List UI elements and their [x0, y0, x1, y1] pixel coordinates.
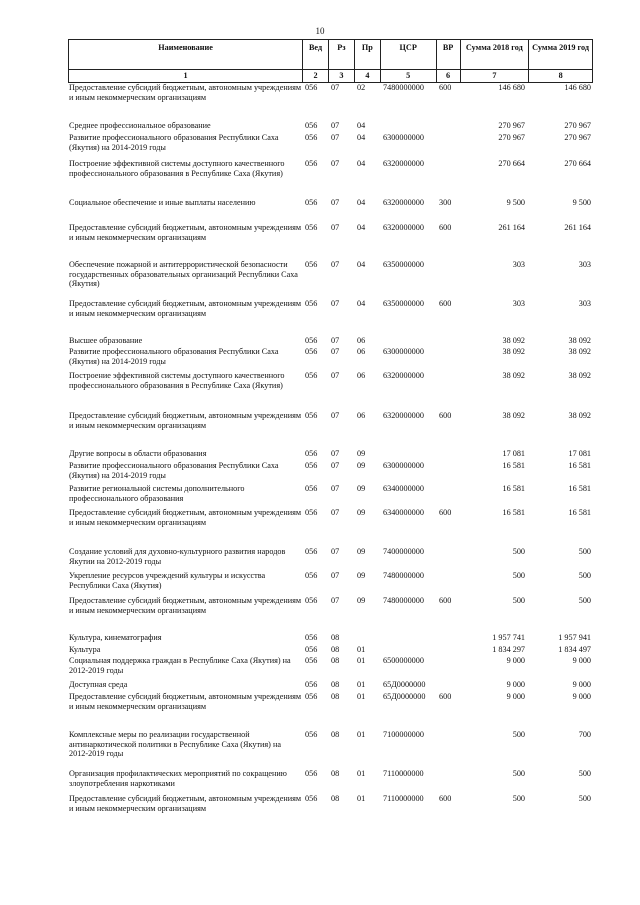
row-name: Предоставление субсидий бюджетным, автономным учреждениям и иным некоммерческим организациям	[69, 83, 302, 102]
row-ved: 056	[305, 645, 318, 654]
row-pr: 04	[357, 260, 366, 269]
row-rz: 07	[331, 223, 340, 232]
row-sum-2019: 9 500	[572, 198, 591, 207]
row-csr	[380, 645, 436, 655]
header-vr: ВР	[436, 40, 460, 69]
row-sum-2019: 16 581	[568, 508, 591, 517]
header-ved: Вед	[302, 40, 328, 69]
row-sum-2019: 303	[578, 299, 591, 308]
table-row	[68, 656, 593, 675]
row-name: Социальная поддержка граждан в Республике Саха (Якутия) на 2012-2019 годы	[69, 656, 291, 675]
row-ved: 056	[305, 121, 318, 130]
column-number: 8	[528, 70, 592, 82]
row-sum-2018: 38 092	[502, 411, 525, 420]
row-name: Предоставление субсидий бюджетным, автономным учреждениям и иным некоммерческим организациям	[69, 411, 302, 430]
row-name: Предоставление субсидий бюджетным, автономным учреждениям и иным некоммерческим организациям	[69, 794, 302, 813]
row-pr: 09	[357, 547, 366, 556]
row-sum-2019: 270 967	[564, 121, 591, 130]
row-csr: 6300000000	[383, 347, 424, 356]
row-sum-2019: 270 664	[564, 159, 591, 168]
row-vr	[436, 336, 460, 346]
table-row	[68, 159, 593, 178]
row-sum-2018: 16 581	[502, 461, 525, 470]
row-csr: 6320000000	[383, 198, 424, 207]
row-name: Построение эффективной системы доступного качественного профессионального образования в Республике Саха (Якутия)	[69, 371, 285, 390]
row-pr: 09	[357, 596, 366, 605]
row-rz: 07	[331, 260, 340, 269]
column-number: 2	[302, 70, 328, 82]
row-sum-2019: 500	[578, 794, 591, 803]
row-ved: 056	[305, 371, 318, 380]
row-pr: 01	[357, 692, 366, 701]
row-rz: 07	[331, 198, 340, 207]
row-vr	[436, 449, 460, 459]
row-vr: 600	[439, 794, 452, 803]
row-rz: 07	[331, 461, 340, 470]
row-vr	[436, 571, 460, 590]
header-csr: ЦСР	[380, 40, 436, 69]
row-rz: 08	[331, 692, 340, 701]
column-number: 7	[460, 70, 529, 82]
row-sum-2018: 38 092	[502, 336, 525, 345]
table-row	[68, 645, 593, 655]
row-name: Культура	[69, 645, 101, 654]
row-csr: 6500000000	[383, 656, 424, 665]
row-csr: 7110000000	[383, 769, 424, 778]
row-vr	[436, 121, 460, 131]
row-pr: 01	[357, 656, 366, 665]
row-pr: 06	[357, 411, 366, 420]
row-name: Развитие региональной системы дополнительного профессионального образования	[69, 484, 245, 503]
table-row	[68, 633, 593, 643]
row-sum-2019: 1 834 497	[558, 645, 591, 654]
row-name: Развитие профессионального образования Республики Саха (Якутия) на 2014-2019 годы	[69, 461, 279, 480]
row-ved: 056	[305, 571, 318, 580]
row-name: Предоставление субсидий бюджетным, автономным учреждениям и иным некоммерческим организациям	[69, 508, 302, 527]
row-sum-2019: 38 092	[568, 336, 591, 345]
row-ved: 056	[305, 692, 318, 701]
row-sum-2019: 38 092	[568, 347, 591, 356]
row-sum-2019: 500	[578, 596, 591, 605]
row-ved: 056	[305, 223, 318, 232]
row-name: Комплексные меры по реализации государственной антинаркотической политики в Республике Саха (Якутия) на 2012-2019 годы	[69, 730, 281, 759]
header-pr: Пр	[354, 40, 380, 69]
row-ved: 056	[305, 336, 318, 345]
column-number: 4	[354, 70, 380, 82]
table-row	[68, 133, 593, 152]
row-sum-2018: 9 000	[506, 656, 525, 665]
row-sum-2018: 500	[512, 571, 525, 580]
row-pr: 06	[357, 336, 366, 345]
table-row	[68, 449, 593, 459]
row-ved: 056	[305, 508, 318, 517]
row-rz: 08	[331, 633, 340, 642]
row-csr: 7100000000	[383, 730, 424, 739]
row-ved: 056	[305, 633, 318, 642]
page-number: 10	[315, 26, 325, 36]
row-rz: 07	[331, 121, 340, 130]
row-name: Обеспечение пожарной и антитеррористической безопасности государственных образовательных организаций Республики Саха (Якутия)	[69, 260, 298, 289]
row-csr: 7480000000	[383, 83, 424, 92]
row-vr	[436, 656, 460, 675]
row-rz: 08	[331, 656, 340, 665]
column-number: 3	[328, 70, 354, 82]
row-sum-2019: 9 000	[572, 692, 591, 701]
row-ved: 056	[305, 461, 318, 470]
row-rz: 07	[331, 596, 340, 605]
table-row	[68, 121, 593, 131]
row-vr	[436, 547, 460, 566]
row-csr	[380, 336, 436, 346]
row-rz: 08	[331, 680, 340, 689]
table-header-row	[68, 39, 593, 70]
row-sum-2019: 16 581	[568, 484, 591, 493]
row-sum-2019: 500	[578, 769, 591, 778]
row-sum-2019: 270 967	[564, 133, 591, 142]
table-row	[68, 83, 593, 102]
row-vr: 600	[439, 692, 452, 701]
column-number: 6	[436, 70, 460, 82]
table-row	[68, 571, 593, 590]
row-vr	[436, 769, 460, 788]
row-rz: 07	[331, 547, 340, 556]
row-rz: 07	[331, 347, 340, 356]
row-ved: 056	[305, 133, 318, 142]
row-name: Построение эффективной системы доступного качественного профессионального образования в Республике Саха (Якутия)	[69, 159, 285, 178]
row-name: Предоставление субсидий бюджетным, автономным учреждениям и иным некоммерческим организациям	[69, 223, 302, 242]
row-pr: 04	[357, 121, 366, 130]
row-rz: 07	[331, 133, 340, 142]
row-csr	[380, 121, 436, 131]
table-row	[68, 794, 593, 813]
row-sum-2018: 38 092	[502, 347, 525, 356]
row-vr	[436, 680, 460, 690]
table-row	[68, 198, 593, 208]
row-sum-2018: 16 581	[502, 508, 525, 517]
row-ved: 056	[305, 769, 318, 778]
row-pr: 04	[357, 198, 366, 207]
row-pr: 04	[357, 299, 366, 308]
row-csr: 6350000000	[383, 260, 424, 269]
row-pr: 01	[357, 730, 366, 739]
row-vr	[436, 633, 460, 643]
row-vr	[436, 133, 460, 152]
row-ved: 056	[305, 484, 318, 493]
row-name: Развитие профессионального образования Республики Саха (Якутия) на 2014-2019 годы	[69, 133, 279, 152]
row-rz: 07	[331, 484, 340, 493]
row-pr: 04	[357, 223, 366, 232]
row-sum-2018: 16 581	[502, 484, 525, 493]
row-sum-2018: 270 664	[498, 159, 525, 168]
table-row	[68, 347, 593, 366]
row-csr: 6300000000	[383, 133, 424, 142]
row-ved: 056	[305, 411, 318, 420]
row-name: Развитие профессионального образования Республики Саха (Якутия) на 2014-2019 годы	[69, 347, 279, 366]
row-sum-2019: 9 000	[572, 680, 591, 689]
header-name: Наименование	[158, 43, 213, 52]
row-sum-2019: 1 957 941	[558, 633, 591, 642]
row-name: Другие вопросы в области образования	[69, 449, 207, 458]
table-row	[68, 371, 593, 390]
row-sum-2018: 146 680	[498, 83, 525, 92]
row-pr: 09	[357, 449, 366, 458]
row-csr: 6320000000	[383, 371, 424, 380]
table-row	[68, 730, 593, 759]
row-csr: 65Д0000000	[383, 680, 426, 689]
row-ved: 056	[305, 547, 318, 556]
row-name: Организация профилактических мероприятий по сокращению злоупотребления наркотиками	[69, 769, 287, 788]
row-ved: 056	[305, 198, 318, 207]
row-sum-2018: 1 957 741	[492, 633, 525, 642]
row-csr: 6340000000	[383, 508, 424, 517]
row-pr: 01	[357, 680, 366, 689]
row-name: Социальное обеспечение и иные выплаты населению	[69, 198, 256, 207]
row-csr: 7480000000	[383, 571, 424, 580]
row-ved: 056	[305, 347, 318, 356]
header-rz: Рз	[328, 40, 354, 69]
row-name: Предоставление субсидий бюджетным, автономным учреждениям и иным некоммерческим организациям	[69, 299, 302, 318]
row-pr: 09	[357, 571, 366, 580]
table-column-numbers	[68, 70, 593, 83]
table-row	[68, 260, 593, 289]
row-sum-2018: 303	[512, 260, 525, 269]
row-sum-2019: 9 000	[572, 656, 591, 665]
row-csr: 65Д0000000	[383, 692, 426, 701]
row-sum-2018: 500	[512, 596, 525, 605]
row-vr	[436, 461, 460, 480]
row-rz: 07	[331, 336, 340, 345]
row-sum-2019: 17 081	[568, 449, 591, 458]
row-vr: 600	[439, 83, 452, 92]
row-vr	[436, 159, 460, 178]
row-sum-2019: 146 680	[564, 83, 591, 92]
row-rz: 07	[331, 411, 340, 420]
row-sum-2019: 38 092	[568, 411, 591, 420]
row-name: Укрепление ресурсов учреждений культуры и искусства Республики Саха (Якутия)	[69, 571, 266, 590]
row-sum-2018: 500	[512, 730, 525, 739]
row-csr: 6320000000	[383, 159, 424, 168]
header-sum-2019: Сумма 2019 год	[528, 40, 592, 69]
row-name: Доступная среда	[69, 680, 128, 689]
row-csr: 6320000000	[383, 223, 424, 232]
row-name: Создание условий для духовно-культурного развития народов Якутии на 2012-2019 годы	[69, 547, 286, 566]
row-sum-2018: 1 834 297	[492, 645, 525, 654]
row-csr: 7480000000	[383, 596, 424, 605]
row-name: Среднее профессиональное образование	[69, 121, 211, 130]
row-ved: 056	[305, 299, 318, 308]
row-sum-2018: 500	[512, 794, 525, 803]
row-pr: 09	[357, 484, 366, 493]
row-sum-2018: 270 967	[498, 133, 525, 142]
table-row	[68, 299, 593, 318]
row-pr: 01	[357, 645, 366, 654]
row-vr: 600	[439, 596, 452, 605]
table-row	[68, 484, 593, 503]
row-ved: 056	[305, 730, 318, 739]
table-row	[68, 508, 593, 527]
row-sum-2018: 270 967	[498, 121, 525, 130]
row-csr: 6340000000	[383, 484, 424, 493]
column-number: 1	[183, 71, 188, 80]
table-row	[68, 596, 593, 615]
table-row	[68, 692, 593, 711]
row-sum-2019: 700	[578, 730, 591, 739]
table-row	[68, 680, 593, 690]
row-sum-2018: 9 000	[506, 680, 525, 689]
table-row	[68, 411, 593, 430]
row-sum-2019: 303	[578, 260, 591, 269]
row-sum-2019: 500	[578, 547, 591, 556]
row-name: Предоставление субсидий бюджетным, автономным учреждениям и иным некоммерческим организациям	[69, 596, 302, 615]
row-pr: 02	[357, 83, 366, 92]
row-name: Культура, кинематография	[69, 633, 162, 642]
row-vr: 600	[439, 411, 452, 420]
row-csr: 6300000000	[383, 461, 424, 470]
row-ved: 056	[305, 656, 318, 665]
row-sum-2018: 500	[512, 547, 525, 556]
row-vr	[436, 347, 460, 366]
row-sum-2018: 17 081	[502, 449, 525, 458]
row-rz: 07	[331, 83, 340, 92]
table-row	[68, 547, 593, 566]
row-ved: 056	[305, 260, 318, 269]
row-sum-2019: 16 581	[568, 461, 591, 470]
row-vr: 600	[439, 299, 452, 308]
row-csr: 6350000000	[383, 299, 424, 308]
row-rz: 07	[331, 508, 340, 517]
row-vr	[436, 260, 460, 289]
row-rz: 07	[331, 571, 340, 580]
row-sum-2018: 500	[512, 769, 525, 778]
row-pr: 09	[357, 508, 366, 517]
row-rz: 08	[331, 769, 340, 778]
row-pr: 06	[357, 371, 366, 380]
header-sum-2018: Сумма 2018 год	[460, 40, 529, 69]
row-vr	[436, 730, 460, 759]
row-sum-2019: 38 092	[568, 371, 591, 380]
row-sum-2018: 38 092	[502, 371, 525, 380]
row-vr	[436, 645, 460, 655]
row-rz: 08	[331, 730, 340, 739]
row-rz: 08	[331, 794, 340, 803]
budget-table	[68, 39, 593, 813]
row-vr: 300	[439, 198, 452, 207]
table-row	[68, 336, 593, 346]
row-sum-2018: 9 000	[506, 692, 525, 701]
row-vr	[436, 484, 460, 503]
row-vr	[436, 371, 460, 390]
row-rz: 07	[331, 159, 340, 168]
row-ved: 056	[305, 794, 318, 803]
table-row	[68, 769, 593, 788]
row-ved: 056	[305, 83, 318, 92]
row-csr: 6320000000	[383, 411, 424, 420]
row-name: Высшее образование	[69, 336, 143, 345]
row-ved: 056	[305, 596, 318, 605]
table-row	[68, 223, 593, 242]
row-ved: 056	[305, 449, 318, 458]
row-rz: 07	[331, 449, 340, 458]
row-pr: 01	[357, 794, 366, 803]
row-csr: 7110000000	[383, 794, 424, 803]
row-sum-2019: 500	[578, 571, 591, 580]
row-csr: 7400000000	[383, 547, 424, 556]
row-ved: 056	[305, 159, 318, 168]
column-number: 5	[380, 70, 436, 82]
row-pr: 04	[357, 159, 366, 168]
row-pr: 06	[357, 347, 366, 356]
row-pr: 01	[357, 769, 366, 778]
row-name: Предоставление субсидий бюджетным, автономным учреждениям и иным некоммерческим организациям	[69, 692, 302, 711]
row-sum-2018: 303	[512, 299, 525, 308]
row-rz: 07	[331, 371, 340, 380]
row-csr	[380, 633, 436, 643]
row-vr: 600	[439, 508, 452, 517]
row-pr: 09	[357, 461, 366, 470]
row-ved: 056	[305, 680, 318, 689]
row-rz: 07	[331, 299, 340, 308]
row-vr: 600	[439, 223, 452, 232]
row-rz: 08	[331, 645, 340, 654]
table-row	[68, 461, 593, 480]
row-csr	[380, 449, 436, 459]
row-sum-2018: 9 500	[506, 198, 525, 207]
row-pr: 04	[357, 133, 366, 142]
row-sum-2019: 261 164	[564, 223, 591, 232]
row-sum-2018: 261 164	[498, 223, 525, 232]
row-pr	[354, 633, 380, 643]
